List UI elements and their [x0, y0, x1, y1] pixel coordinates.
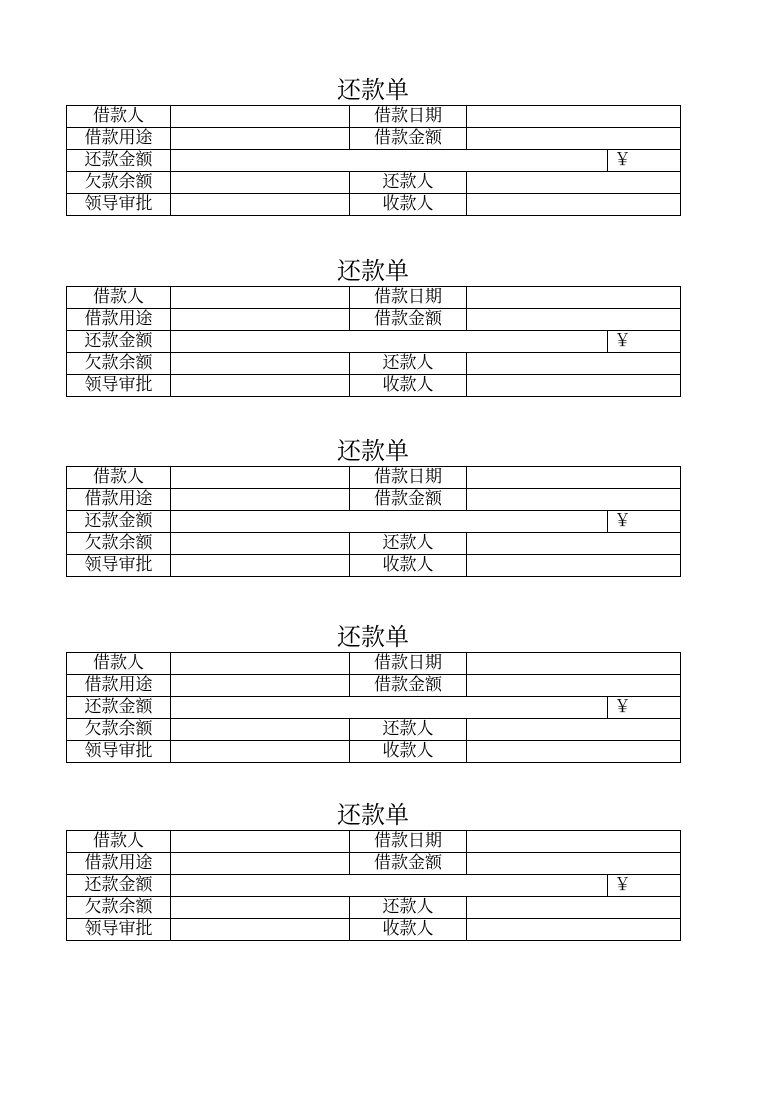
repayment-table — [66, 652, 681, 763]
label-borrow-date: 借款日期 — [350, 287, 467, 309]
form-title: 还款单 — [337, 76, 409, 104]
currency-symbol: ￥ — [608, 331, 681, 353]
repayment-table — [66, 286, 681, 397]
label-receiver: 收款人 — [350, 555, 467, 577]
label-repay-amount: 还款金额 — [67, 511, 171, 533]
label-balance-due: 欠款余额 — [67, 533, 171, 555]
repayment-form-4 — [66, 622, 680, 763]
form-title: 还款单 — [337, 257, 409, 285]
borrow-amount-field[interactable] — [467, 853, 681, 875]
label-purpose: 借款用途 — [67, 675, 171, 697]
approval-field[interactable] — [171, 375, 350, 397]
row-balance — [67, 353, 681, 375]
form-title: 还款单 — [337, 623, 409, 651]
row-repay-amount — [67, 331, 681, 353]
label-repayer: 还款人 — [350, 353, 467, 375]
label-purpose: 借款用途 — [67, 309, 171, 331]
label-borrow-amount: 借款金额 — [350, 853, 467, 875]
receiver-field[interactable] — [467, 194, 681, 216]
label-approval: 领导审批 — [67, 375, 171, 397]
repay-amount-field[interactable] — [171, 150, 608, 172]
label-receiver: 收款人 — [350, 375, 467, 397]
label-borrow-date: 借款日期 — [350, 653, 467, 675]
form-title: 还款单 — [337, 801, 409, 829]
label-approval: 领导审批 — [67, 555, 171, 577]
row-approval — [67, 555, 681, 577]
balance-due-field[interactable] — [171, 719, 350, 741]
repayment-form-5 — [66, 800, 680, 941]
repayment-form-3 — [66, 436, 680, 577]
label-borrower: 借款人 — [67, 287, 171, 309]
borrow-date-field[interactable] — [467, 467, 681, 489]
label-balance-due: 欠款余额 — [67, 353, 171, 375]
label-approval: 领导审批 — [67, 741, 171, 763]
borrow-amount-field[interactable] — [467, 675, 681, 697]
purpose-field[interactable] — [171, 853, 350, 875]
row-approval — [67, 375, 681, 397]
repayer-field[interactable] — [467, 897, 681, 919]
label-balance-due: 欠款余额 — [67, 172, 171, 194]
repay-amount-field[interactable] — [171, 697, 608, 719]
label-balance-due: 欠款余额 — [67, 719, 171, 741]
label-borrow-amount: 借款金额 — [350, 128, 467, 150]
borrow-date-field[interactable] — [467, 106, 681, 128]
borrow-date-field[interactable] — [467, 831, 681, 853]
label-repayer: 还款人 — [350, 533, 467, 555]
row-purpose — [67, 853, 681, 875]
repayment-form-1 — [66, 75, 680, 216]
borrower-field[interactable] — [171, 106, 350, 128]
currency-symbol: ￥ — [608, 511, 681, 533]
currency-symbol: ￥ — [608, 875, 681, 897]
label-borrower: 借款人 — [67, 106, 171, 128]
label-receiver: 收款人 — [350, 919, 467, 941]
label-borrow-amount: 借款金额 — [350, 489, 467, 511]
approval-field[interactable] — [171, 919, 350, 941]
repayment-table — [66, 466, 681, 577]
row-purpose — [67, 309, 681, 331]
label-purpose: 借款用途 — [67, 128, 171, 150]
label-repayer: 还款人 — [350, 897, 467, 919]
label-borrow-amount: 借款金额 — [350, 675, 467, 697]
row-borrower — [67, 287, 681, 309]
balance-due-field[interactable] — [171, 353, 350, 375]
repayer-field[interactable] — [467, 353, 681, 375]
label-purpose: 借款用途 — [67, 853, 171, 875]
borrow-date-field[interactable] — [467, 653, 681, 675]
receiver-field[interactable] — [467, 375, 681, 397]
row-balance — [67, 533, 681, 555]
label-receiver: 收款人 — [350, 194, 467, 216]
borrow-amount-field[interactable] — [467, 309, 681, 331]
approval-field[interactable] — [171, 741, 350, 763]
repayer-field[interactable] — [467, 533, 681, 555]
borrower-field[interactable] — [171, 831, 350, 853]
label-borrower: 借款人 — [67, 467, 171, 489]
repay-amount-field[interactable] — [171, 875, 608, 897]
label-borrower: 借款人 — [67, 831, 171, 853]
row-borrower — [67, 467, 681, 489]
row-purpose — [67, 675, 681, 697]
purpose-field[interactable] — [171, 309, 350, 331]
receiver-field[interactable] — [467, 919, 681, 941]
borrow-amount-field[interactable] — [467, 128, 681, 150]
repayment-form-2 — [66, 256, 680, 397]
label-borrow-date: 借款日期 — [350, 467, 467, 489]
label-repay-amount: 还款金额 — [67, 331, 171, 353]
row-repay-amount — [67, 511, 681, 533]
currency-symbol: ￥ — [608, 697, 681, 719]
borrower-field[interactable] — [171, 287, 350, 309]
row-approval — [67, 919, 681, 941]
repayer-field[interactable] — [467, 172, 681, 194]
row-approval — [67, 741, 681, 763]
receiver-field[interactable] — [467, 741, 681, 763]
label-borrow-date: 借款日期 — [350, 831, 467, 853]
balance-due-field[interactable] — [171, 172, 350, 194]
borrower-field[interactable] — [171, 467, 350, 489]
label-approval: 领导审批 — [67, 194, 171, 216]
repayment-table — [66, 105, 681, 216]
borrow-date-field[interactable] — [467, 287, 681, 309]
balance-due-field[interactable] — [171, 897, 350, 919]
label-approval: 领导审批 — [67, 919, 171, 941]
form-title: 还款单 — [337, 437, 409, 465]
label-repay-amount: 还款金额 — [67, 875, 171, 897]
purpose-field[interactable] — [171, 675, 350, 697]
borrow-amount-field[interactable] — [467, 489, 681, 511]
purpose-field[interactable] — [171, 489, 350, 511]
currency-symbol: ￥ — [608, 150, 681, 172]
approval-field[interactable] — [171, 555, 350, 577]
label-receiver: 收款人 — [350, 741, 467, 763]
repay-amount-field[interactable] — [171, 331, 608, 353]
row-purpose — [67, 128, 681, 150]
label-repayer: 还款人 — [350, 172, 467, 194]
row-repay-amount — [67, 697, 681, 719]
label-balance-due: 欠款余额 — [67, 897, 171, 919]
row-purpose — [67, 489, 681, 511]
row-repay-amount — [67, 150, 681, 172]
repay-amount-field[interactable] — [171, 511, 608, 533]
row-borrower — [67, 831, 681, 853]
row-approval — [67, 194, 681, 216]
label-repayer: 还款人 — [350, 719, 467, 741]
row-borrower — [67, 106, 681, 128]
balance-due-field[interactable] — [171, 533, 350, 555]
purpose-field[interactable] — [171, 128, 350, 150]
receiver-field[interactable] — [467, 555, 681, 577]
row-borrower — [67, 653, 681, 675]
repayer-field[interactable] — [467, 719, 681, 741]
label-repay-amount: 还款金额 — [67, 150, 171, 172]
row-balance — [67, 897, 681, 919]
label-repay-amount: 还款金额 — [67, 697, 171, 719]
repayment-table — [66, 830, 681, 941]
label-borrow-amount: 借款金额 — [350, 309, 467, 331]
label-borrow-date: 借款日期 — [350, 106, 467, 128]
label-borrower: 借款人 — [67, 653, 171, 675]
row-balance — [67, 719, 681, 741]
row-balance — [67, 172, 681, 194]
borrower-field[interactable] — [171, 653, 350, 675]
label-purpose: 借款用途 — [67, 489, 171, 511]
row-repay-amount — [67, 875, 681, 897]
approval-field[interactable] — [171, 194, 350, 216]
